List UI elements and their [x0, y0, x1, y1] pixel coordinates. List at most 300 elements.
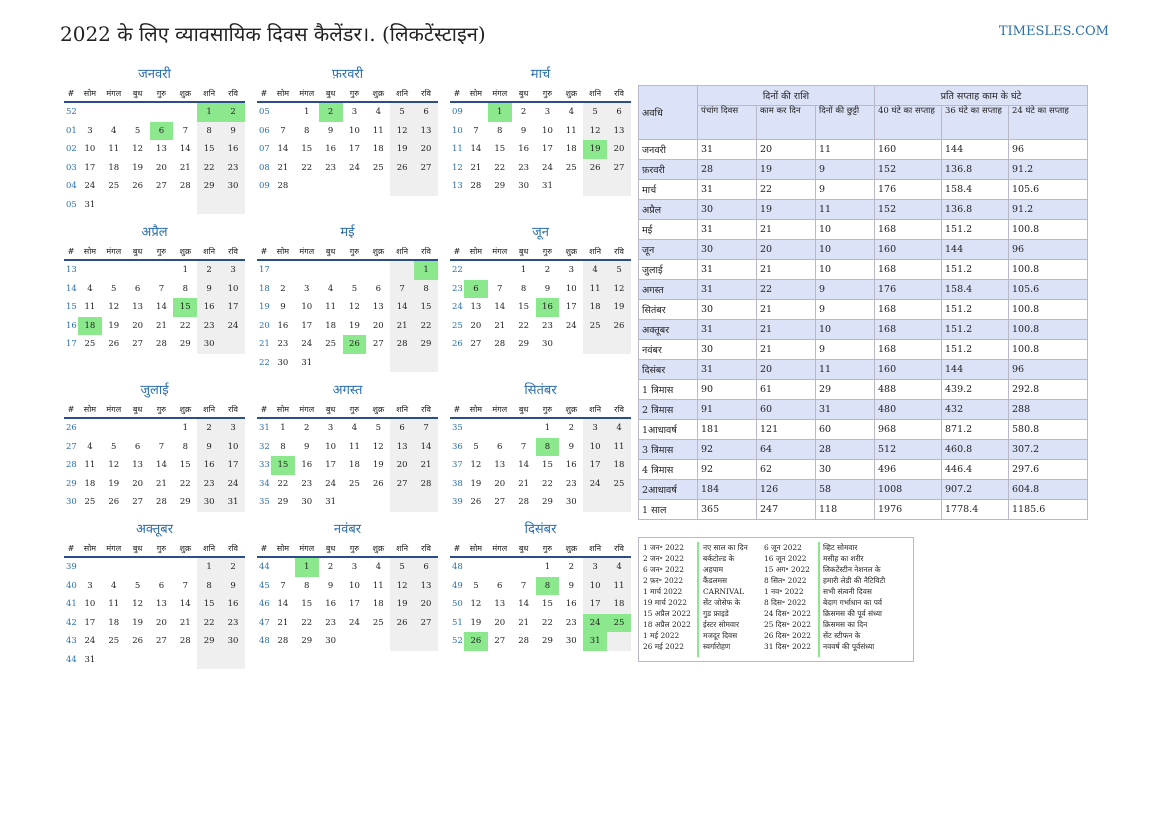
day-cell: 22	[301, 162, 313, 173]
stats-cell: 871.2	[942, 420, 1009, 440]
day-cell: 3	[221, 260, 245, 280]
stats-cell: 21	[757, 260, 816, 280]
day-cell: 13	[132, 302, 144, 313]
stats-cell: 10	[816, 220, 875, 240]
empty-day	[295, 177, 319, 196]
day-cell: 1	[544, 562, 551, 573]
day-header: शुक्र	[366, 401, 390, 418]
stats-cell: 144	[942, 140, 1009, 160]
stats-row	[639, 300, 1088, 320]
week-number: 17	[66, 339, 77, 350]
stats-cell: 152	[875, 160, 942, 180]
day-header: मंगल	[295, 85, 319, 102]
day-cell: 26	[390, 614, 414, 633]
week-number: 52	[452, 636, 463, 647]
day-cell: 9	[520, 125, 527, 136]
empty-day	[319, 177, 343, 196]
day-header: शुक्र	[559, 540, 583, 557]
stats-cell: 96	[1009, 240, 1088, 260]
day-header: मंगल	[102, 85, 126, 102]
day-header: रवि	[221, 243, 245, 260]
stats-cell: 151.2	[942, 300, 1009, 320]
empty-day	[607, 632, 631, 651]
holiday-date: 24 दिस॰ 2022	[764, 609, 811, 618]
empty-day	[390, 354, 414, 373]
week-number: 19	[259, 302, 270, 313]
stats-cell: 168	[875, 260, 942, 280]
day-cell: 6	[607, 102, 631, 122]
month-name: सितंबर	[524, 383, 557, 398]
day-cell: 18	[607, 456, 631, 475]
day-cell: 6	[390, 418, 414, 438]
empty-day	[271, 102, 295, 122]
day-cell: 23	[197, 317, 221, 336]
day-cell: 23	[325, 162, 337, 173]
week-number: 49	[452, 580, 463, 591]
empty-day	[607, 177, 631, 196]
day-cell: 30	[518, 181, 530, 192]
day-header: सोम	[271, 540, 295, 557]
stats-cell: 96	[1009, 360, 1088, 380]
day-header: #	[450, 243, 464, 260]
day-cell: 29	[542, 636, 553, 647]
day-cell: 12	[470, 460, 482, 471]
day-cell: 29	[518, 339, 530, 350]
month-calendar	[257, 65, 438, 196]
day-header: #	[64, 540, 78, 557]
week-row	[64, 493, 245, 512]
empty-day	[559, 335, 583, 354]
stats-row	[639, 440, 1088, 460]
day-cell: 11	[349, 441, 360, 452]
empty-day	[173, 557, 197, 577]
day-cell: 2	[221, 102, 245, 122]
day-cell: 5	[111, 283, 117, 294]
day-cell: 22	[542, 478, 553, 489]
stats-row-label: 1 त्रिमास	[639, 380, 698, 400]
stats-cell: 91	[698, 400, 757, 420]
day-header: शुक्र	[173, 540, 197, 557]
stats-cell: 30	[698, 300, 757, 320]
day-cell: 20	[414, 140, 438, 159]
day-cell: 22	[197, 159, 221, 178]
day-cell: 13	[607, 122, 631, 141]
holiday-date: 1 मार्च 2022	[643, 587, 683, 596]
day-header: रवि	[414, 401, 438, 418]
day-cell: 26	[390, 159, 414, 178]
week-row	[450, 335, 631, 354]
empty-day	[150, 557, 174, 577]
holiday-name: अहपाम	[703, 565, 724, 574]
stats-row	[639, 480, 1088, 500]
week-number: 18	[259, 283, 270, 294]
day-cell: 11	[372, 580, 384, 591]
day-cell: 4	[375, 107, 381, 118]
day-cell: 13	[414, 122, 438, 141]
month-calendar	[450, 381, 631, 512]
day-header: शुक्र	[173, 85, 197, 102]
holiday-date: 8 दिस॰ 2022	[764, 598, 807, 607]
stats-cell: 22	[757, 280, 816, 300]
empty-day	[366, 493, 390, 512]
day-cell: 8	[280, 441, 286, 452]
stats-cell: 126	[757, 480, 816, 500]
day-cell: 25	[607, 475, 631, 494]
week-row	[257, 335, 438, 354]
day-cell: 3	[221, 418, 245, 438]
day-cell: 29	[301, 636, 313, 647]
day-cell: 20	[132, 320, 144, 331]
day-header: बुध	[126, 401, 150, 418]
week-number: 26	[452, 339, 463, 350]
week-number: 16	[66, 320, 77, 331]
week-number: 22	[452, 265, 463, 276]
week-number: 07	[259, 144, 270, 155]
day-header: मंगल	[102, 401, 126, 418]
holiday-divider	[697, 542, 699, 657]
month-calendar	[64, 520, 245, 669]
week-row	[64, 280, 245, 299]
day-cell: 25	[84, 497, 96, 508]
day-header: बुध	[126, 85, 150, 102]
day-header: शनि	[583, 540, 607, 557]
day-cell: 9	[568, 441, 574, 452]
day-cell: 4	[351, 423, 358, 434]
stats-cell: 168	[875, 320, 942, 340]
month-calendar	[257, 381, 438, 512]
holiday-name: नववर्ष की पूर्वसंध्या	[823, 642, 875, 651]
day-cell: 19	[470, 478, 482, 489]
day-header: शनि	[390, 85, 414, 102]
day-cell: 5	[390, 557, 414, 577]
day-cell: 23	[518, 162, 530, 173]
day-cell: 30	[301, 497, 313, 508]
day-cell: 2	[304, 423, 310, 434]
day-cell: 17	[542, 144, 553, 155]
holiday-name: बेदाग गर्भाधान का पर्व	[823, 598, 882, 607]
day-cell: 13	[372, 302, 384, 313]
stats-cell: 10	[816, 240, 875, 260]
day-cell: 15	[518, 302, 530, 313]
day-cell: 17	[583, 456, 607, 475]
day-cell: 9	[197, 438, 221, 457]
day-cell: 1	[488, 102, 512, 122]
day-cell: 6	[497, 580, 503, 591]
day-cell: 23	[221, 159, 245, 178]
week-row	[450, 298, 631, 317]
day-cell: 12	[132, 144, 144, 155]
month-name: दिसंबर	[524, 522, 557, 537]
holiday-name: कैंडलमस	[703, 576, 728, 585]
day-cell: 1	[197, 102, 221, 122]
day-cell: 14	[470, 144, 482, 155]
day-cell: 16	[565, 599, 577, 610]
day-cell: 9	[221, 122, 245, 141]
week-number: 03	[66, 162, 77, 173]
day-cell: 21	[156, 320, 167, 331]
day-header: सोम	[464, 243, 488, 260]
week-number: 48	[452, 562, 463, 573]
day-header: सोम	[78, 243, 102, 260]
holiday-name: हमारी लेडी की नैटिविटी	[823, 576, 886, 585]
day-cell: 16	[197, 298, 221, 317]
day-cell: 3	[583, 557, 607, 577]
stats-row	[639, 280, 1088, 300]
day-cell: 12	[349, 302, 360, 313]
week-row	[257, 354, 438, 373]
stats-cell: 28	[698, 160, 757, 180]
day-header: शनि	[583, 401, 607, 418]
day-cell: 25	[108, 636, 120, 647]
day-cell: 10	[325, 441, 337, 452]
day-header: मंगल	[295, 540, 319, 557]
site-link[interactable]: TIMESLES.COM	[998, 24, 1109, 39]
day-cell: 2	[544, 265, 551, 276]
day-header: शनि	[390, 401, 414, 418]
day-cell: 10	[542, 125, 553, 136]
day-cell: 13	[390, 438, 414, 457]
day-cell: 18	[349, 460, 360, 471]
day-cell: 21	[179, 617, 191, 628]
week-number: 34	[259, 478, 270, 489]
day-cell: 6	[134, 283, 141, 294]
day-cell: 16	[277, 320, 289, 331]
day-cell: 13	[132, 460, 144, 471]
day-cell: 17	[583, 595, 607, 614]
week-row	[450, 493, 631, 512]
day-header: बुध	[512, 401, 536, 418]
month-calendar	[257, 520, 438, 651]
holiday-date: 26 दिस॰ 2022	[764, 631, 811, 640]
empty-day	[126, 651, 150, 670]
day-header: सोम	[464, 540, 488, 557]
empty-day	[221, 196, 245, 215]
month-calendar	[257, 223, 438, 372]
stats-cell: 604.8	[1009, 480, 1088, 500]
stats-row	[639, 240, 1088, 260]
holiday-date: 18 अप्रैल 2022	[643, 620, 691, 629]
stats-cell: 1778.4	[942, 500, 1009, 520]
holiday-name: क्रिसमस का दिन	[823, 620, 868, 629]
stats-cell: 144	[942, 360, 1009, 380]
stats-sub-header: 40 घंटे का सप्ताह	[875, 106, 942, 140]
stats-cell: 100.8	[1009, 260, 1088, 280]
day-cell: 29	[414, 335, 438, 354]
day-cell: 22	[197, 614, 221, 633]
holiday-date: 16 जून 2022	[764, 554, 807, 563]
stats-cell: 58	[816, 480, 875, 500]
empty-day	[78, 102, 102, 122]
day-cell: 3	[87, 580, 93, 591]
day-cell: 19	[470, 617, 482, 628]
stats-row	[639, 340, 1088, 360]
day-cell: 17	[84, 162, 96, 173]
stats-cell: 28	[816, 440, 875, 460]
empty-day	[343, 493, 367, 512]
stats-cell: 91.2	[1009, 200, 1088, 220]
day-cell: 27	[372, 339, 384, 350]
day-header: #	[450, 85, 464, 102]
day-cell: 2	[197, 418, 221, 438]
month-name: मार्च	[530, 67, 551, 82]
day-cell: 24	[84, 181, 96, 192]
week-row	[64, 651, 245, 670]
week-number: 47	[259, 617, 270, 628]
day-cell: 14	[390, 298, 414, 317]
week-row	[450, 280, 631, 299]
day-cell: 12	[372, 441, 384, 452]
stats-cell: 31	[698, 260, 757, 280]
stats-cell: 151.2	[942, 320, 1009, 340]
day-cell: 16	[221, 140, 245, 159]
empty-day	[488, 418, 512, 438]
day-cell: 25	[372, 617, 384, 628]
week-row	[257, 317, 438, 336]
empty-day	[488, 557, 512, 577]
day-cell: 31	[84, 199, 96, 210]
holiday-date: 2 फ़र॰ 2022	[643, 576, 684, 585]
week-number: 48	[259, 636, 270, 647]
week-number: 46	[259, 599, 270, 610]
day-cell: 9	[221, 577, 245, 596]
day-cell: 28	[156, 497, 167, 508]
day-cell: 24	[583, 475, 607, 494]
day-cell: 24	[325, 478, 337, 489]
stats-cell: 480	[875, 400, 942, 420]
empty-day	[102, 260, 126, 280]
stats-cell: 64	[757, 440, 816, 460]
week-number: 13	[66, 265, 77, 276]
stats-sub-header: 36 घंटे का सप्ताह	[942, 106, 1009, 140]
empty-day	[390, 177, 414, 196]
empty-day	[488, 260, 512, 280]
stats-sub-header: 24 घंटे का सप्ताह	[1009, 106, 1088, 140]
empty-day	[150, 196, 174, 215]
day-cell: 20	[372, 320, 384, 331]
day-cell: 10	[583, 438, 607, 457]
stats-cell: 151.2	[942, 260, 1009, 280]
day-cell: 8	[520, 283, 527, 294]
empty-day	[607, 335, 631, 354]
stats-cell: 31	[698, 140, 757, 160]
day-cell: 12	[132, 599, 144, 610]
day-cell: 27	[470, 339, 482, 350]
stats-cell: 121	[757, 420, 816, 440]
stats-cell: 160	[875, 140, 942, 160]
day-header: #	[257, 85, 271, 102]
day-cell: 20	[494, 478, 506, 489]
stats-row-label: मार्च	[639, 180, 698, 200]
day-cell: 2	[327, 562, 334, 573]
stats-cell: 21	[757, 320, 816, 340]
day-cell: 2	[568, 423, 574, 434]
day-cell: 14	[156, 460, 167, 471]
day-cell: 21	[414, 456, 438, 475]
day-cell: 26	[607, 317, 631, 336]
empty-day	[221, 335, 245, 354]
day-cell: 21	[518, 478, 530, 489]
week-row	[64, 159, 245, 178]
week-number: 26	[66, 423, 77, 434]
day-cell: 10	[583, 577, 607, 596]
day-cell: 11	[84, 460, 96, 471]
day-cell: 14	[179, 599, 191, 610]
day-cell: 4	[327, 283, 334, 294]
week-row	[450, 577, 631, 596]
day-cell: 15	[494, 144, 506, 155]
day-cell: 28	[277, 181, 289, 192]
stats-cell: 488	[875, 380, 942, 400]
day-cell: 19	[583, 140, 607, 159]
day-cell: 16	[325, 599, 337, 610]
week-number: 05	[259, 107, 270, 118]
month-calendar	[450, 65, 631, 196]
day-header: #	[64, 243, 78, 260]
week-row	[257, 280, 438, 299]
day-cell: 10	[301, 302, 313, 313]
stats-cell: 136.8	[942, 160, 1009, 180]
day-header: शनि	[583, 243, 607, 260]
stats-cell: 168	[875, 220, 942, 240]
day-cell: 26	[108, 497, 120, 508]
day-header: मंगल	[488, 85, 512, 102]
day-header: गुरु	[343, 401, 367, 418]
day-cell: 6	[134, 441, 141, 452]
day-cell: 3	[351, 562, 358, 573]
day-header: #	[257, 243, 271, 260]
stats-cell: 20	[757, 360, 816, 380]
day-cell: 22	[277, 478, 289, 489]
stats-cell: 292.8	[1009, 380, 1088, 400]
day-cell: 17	[325, 460, 337, 471]
empty-day	[414, 632, 438, 651]
day-cell: 5	[583, 102, 607, 122]
day-cell: 10	[84, 599, 96, 610]
stats-cell: 29	[816, 380, 875, 400]
stats-cell: 91.2	[1009, 160, 1088, 180]
stats-cell: 60	[816, 420, 875, 440]
day-cell: 17	[221, 456, 245, 475]
day-cell: 3	[583, 418, 607, 438]
day-header: सोम	[78, 540, 102, 557]
day-header: गुरु	[343, 85, 367, 102]
day-cell: 5	[111, 441, 117, 452]
day-cell: 30	[565, 636, 577, 647]
day-cell: 7	[158, 283, 165, 294]
month-name: जून	[532, 225, 549, 240]
day-cell: 27	[390, 475, 414, 494]
page-title: 2022 के लिए व्यावसायिक दिवस कैलेंडर।. (लिकटेंस्टाइन)	[60, 22, 486, 46]
week-row	[257, 475, 438, 494]
day-cell: 5	[473, 441, 479, 452]
day-cell: 16	[325, 144, 337, 155]
day-cell: 25	[325, 339, 337, 350]
day-cell: 12	[108, 302, 120, 313]
day-cell: 28	[470, 181, 482, 192]
day-cell: 8	[497, 125, 503, 136]
day-header: शुक्र	[366, 540, 390, 557]
empty-day	[319, 354, 343, 373]
month-name: जुलाई	[140, 383, 169, 398]
week-row	[64, 595, 245, 614]
stats-cell: 181	[698, 420, 757, 440]
day-cell: 22	[179, 320, 191, 331]
day-cell: 8	[414, 280, 438, 299]
day-cell: 1	[197, 557, 221, 577]
day-cell: 29	[494, 181, 506, 192]
day-header: शुक्र	[173, 243, 197, 260]
day-cell: 15	[542, 599, 553, 610]
